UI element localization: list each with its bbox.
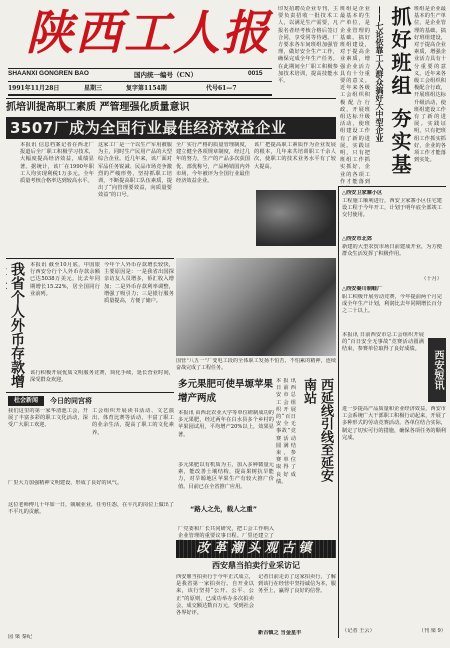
- lead-headline-text: 3507厂成为全国行业最佳经济效益企业: [10, 119, 287, 137]
- railway-body: 本报讯 日前西安市总工会组织开展的“百日安全无事故”竞赛活动圆满结束，参赛单位取得了良好成绩。: [276, 378, 296, 485]
- left-body-1: 本报讯 截至10月底，中国银行西安分行个人外币存款余额已达5038万美元，比去年同期增长15.22%，居全国同行业前列。: [30, 262, 100, 297]
- far-right-note: （记者 王云）: [342, 628, 375, 634]
- left-body-3: 该行积极开展优质文明服务竞赛，简化手续，延长营业时间，深受群众欢迎。: [30, 370, 174, 384]
- small-box-headline: 今日的同宫将: [50, 397, 92, 405]
- bottom-banner: [176, 540, 336, 558]
- right-date-note: （十月）: [421, 276, 442, 282]
- divider-horizontal-right: [338, 186, 446, 187]
- bottom-banner-text: 改革潮头观古镇: [196, 541, 316, 556]
- small-box-body-2: 工会组织开展读书活动、文艺演出、体育比赛等活动，丰富了职工的业余生活，提高了职工的文化素养。: [92, 408, 174, 436]
- right-b2-title: △西安市北郊: [342, 236, 372, 242]
- lead-body-3: 全厂实行严格的质量管理制度，建立健全各项规章制度，经过几年的努力，生产的产品多次获国优、部优称号，产品畅销国内外市场，今年被评为全国行业最佳经济效益企业。: [176, 142, 250, 185]
- feature-title-box: [240, 6, 272, 96]
- masthead-date: 1991年11月28日: [8, 85, 60, 92]
- bottom-body-1: 西安鼎当拍卖行于今年正式成立，是我省第一家拍卖行。自开业以来，该行坚持“公开、公平、公正”的原则，已成功举办多次拍卖会，成交额达数百万元，受到社会各界好评。: [176, 574, 254, 617]
- lead-body-4: 该厂把提高职工素质作为企业发展的根本，几年来共培训职工千余人次，使职工的技术业务水平有了较大提高。: [254, 142, 336, 170]
- lead-rule: [6, 98, 336, 99]
- masthead-rule-bottom: [8, 94, 272, 96]
- far-right-bottom-body: 进一步提高产品质量和企业经济效益，西安市工会系统广大干部职工积极行动起来，开展了多种形式的劳动竞赛活动。各单位结合实际，制定了切实可行的措施，确保各项任务的顺利完成。: [342, 406, 446, 441]
- small-box-title: 杜会新闻: [8, 396, 44, 406]
- left-vertical-headline: 我省个人外币存款增: [9, 262, 25, 388]
- masthead-dist-code: 代号61—7: [206, 85, 237, 92]
- bottom-footer-mid: 新古镇之 当金星丰: [258, 630, 302, 636]
- center-lower-quote: “路人之先，载人之重”: [190, 505, 258, 513]
- right-b4: 本报讯 日前西安市总工会组织开展的“百日安全无事故”竞赛活动圆满结束，参赛单位取得了良好成绩。: [342, 332, 424, 353]
- mid-body-2: 多元果肥以有机质为主，加入多种微量元素，能改善土壤结构，提高果树抗旱能力，对旱塬地区苹果生产有较大推广价值。目前已在全省推广应用。: [178, 462, 274, 490]
- factory-photo: [256, 190, 336, 246]
- bottom-footer-left: 园 梁 秦纪: [8, 634, 33, 640]
- feature-subtitle: ——七论依靠工人群众搞好大中型企业: [375, 6, 385, 142]
- top-column-text: 印发招聘员企业专刊，主要负责招收一批技术工人，以满足生产需要，凡报名者经考核合格后签订合同，享受同等待遇。厂方要求各车间班组加强管理，做好安全生产工作，确保完成全年生产任务。在此期间全厂职工积极参加技术培训，提高技能水平。: [278, 6, 338, 85]
- lead-headline: [6, 117, 336, 139]
- lead-body-1: 本报讯 信息档案记者在西北厂报道后全厂职工积极学习技术，大幅度提高经济效益，成绩显著。据统计，该厂在1990年职工人均实现利税1万多元。全年质量考核合格率达到较高水平。: [20, 142, 94, 185]
- small-box-body-3: 厂里大力加强精神文明建设，形成了良好的风气。: [8, 480, 123, 486]
- small-box-body-1: 我们这里的第一家华清池工会，开展了丰富多彩的职工文化活动，深受广大职工欢迎。: [8, 408, 88, 429]
- feature-title: 抓好班组 夯实基: [388, 6, 412, 177]
- left-bottom-body: 这位老师傅几十年如一日，兢兢业业，任劳任怨，在平凡的岗位上做出了不平凡的贡献。: [8, 502, 174, 516]
- workers-photo: [176, 258, 336, 356]
- masthead-title: 陕西工人报: [26, 6, 271, 61]
- center-lower-body: 厂党委和厂长共同研究，把工会工作纳入企业管理的重要议事日程。厂里还建立了: [178, 526, 274, 540]
- red-tag: 西安短讯: [428, 338, 446, 402]
- left-body-2: 今年个人外币存款增长较快，主要原因是：一是我省出国探亲访友人员增多，侨汇收入增加；二是外币存款利率调整，增强了吸引力；三是银行服务质量提高，方便了储户。: [104, 262, 174, 305]
- small-box-rule: [6, 392, 174, 393]
- bottom-footer-right: （刊 梁 9）: [418, 628, 446, 634]
- mid-headline: 多元果肥可使旱塬苹果增产两成: [178, 379, 274, 404]
- photo-caption: 国营“八五一”厂变电工段的全体职工发扬不怕苦、不怕累的精神，连续奋战完成了工程任务。: [176, 358, 336, 371]
- masthead-cn-label: 国内统一编号（CN）: [134, 71, 198, 79]
- feature-body-right: 班组是企业最基本的生产单位，是企业管理的基础。搞好班组建设，对于提高企业素质，增强企业活力具有十分重要的意义。近年来各级工会组织积极配合行政，开展班组达标升级活动，使班组建设工作有了新的进展。实践证明，只有把班组工作抓实抓好，企业的各项工作才能落到实处。: [414, 6, 446, 164]
- right-b1: 工程施工顺利进行，西安卫家寨小区住宅建设工程于今年开工，计划于明年底全部竣工交付使用。: [342, 198, 442, 219]
- masthead-rule-mid: [8, 81, 272, 82]
- right-b1-title: △西安卫家寨小区: [342, 190, 383, 196]
- masthead: [6, 4, 274, 96]
- masthead-pinyin: SHAANXI GONGREN BAO: [8, 70, 89, 77]
- bottom-subhead: 西安鼎当拍卖行业采访记: [212, 561, 300, 570]
- lead-body-2: 这家工厂是一个以生产军用被服为主，同时生产民用产品的大型综合企业。近几年来，该厂面对军品任务锐减、民品市场竞争激烈的严峻形势，坚持抓职工培训，不断提高职工队伍素质，提出了“向管理要效益，向质量要效益”的口号。: [98, 142, 172, 199]
- left-rule: [6, 258, 174, 259]
- feature-body-left: 班组是企业最基本的生产单位，是企业管理的基础。搞好班组建设，对于提高企业素质，增强企业活力具有十分重要的意义。近年来各级工会组织积极配合行政，开展班组达标升级活动，使班组建设工作有了新的进展。实践证明，只有把班组工作抓实抓好，企业的各项工作才能落到: [340, 6, 370, 185]
- divider-vertical-right: [338, 186, 339, 638]
- lead-kicker: 抓培训提高职工素质 严管理强化质量意识: [6, 102, 190, 113]
- railway-headline: 西延线引线至延安南站: [301, 378, 333, 482]
- masthead-rule-top: [8, 68, 272, 69]
- bottom-body-2: 记者日前走访了这家拍卖行，了解到该行在经营中坚持诚信为本，服务至上，赢得了良好的信誉。: [258, 574, 336, 595]
- masthead-cn-code: 0015: [248, 70, 263, 77]
- masthead-issue: 复字第1154期: [126, 85, 167, 92]
- right-b3-title: △西安秦川制鞋厂: [342, 286, 383, 292]
- mid-body-1: 本报讯 由西北农业大学等单位研制成功的多元果肥，经过两年在白水县多个乡村的苹果园试用，平均增产20%以上，效果显著。: [178, 410, 274, 438]
- masthead-weekday: 星期三: [84, 85, 103, 92]
- right-b3: 职工积极开展劳动竞赛，今年提前两个月完成全年生产计划，利润比去年同期增长百分之二十以上。: [342, 294, 442, 315]
- right-b2: 新建的大型农贸市场日前建成开业，为方便群众生活发挥了积极作用。: [342, 244, 442, 258]
